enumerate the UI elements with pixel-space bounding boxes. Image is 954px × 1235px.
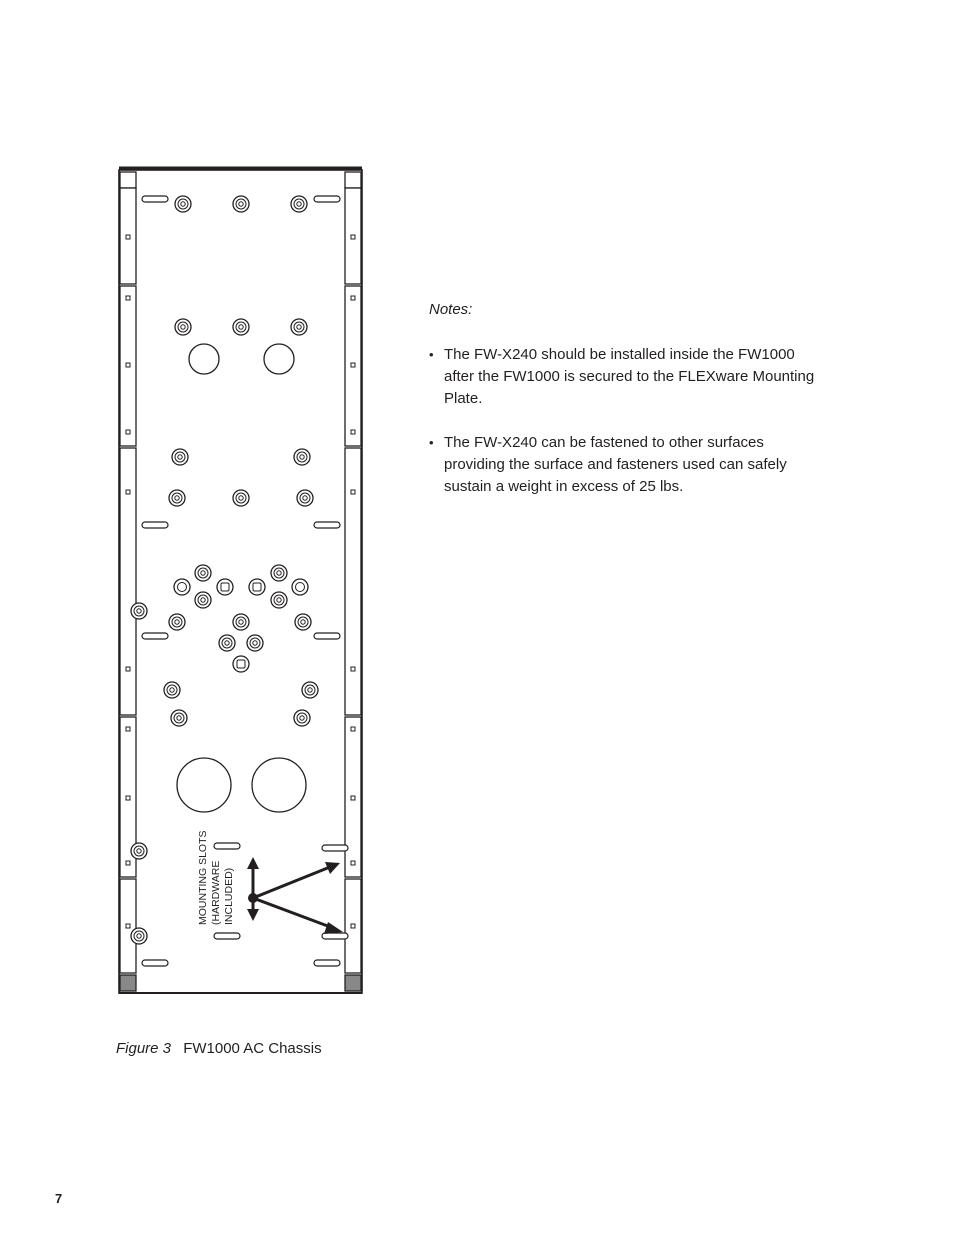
callout-line-1: MOUNTING SLOTS: [197, 830, 209, 925]
right-rail: [345, 172, 361, 991]
notes-list: [429, 344, 819, 498]
page-number: 7: [55, 1191, 63, 1206]
note-text: The FW-X240 should be installed inside the FW1000 after the FW1000 is secured to the FLEXware Mounting Plate.: [444, 346, 815, 407]
figure-caption: [116, 1040, 322, 1057]
callout-line-3: INCLUDED): [223, 867, 235, 925]
chassis-diagram: [112, 160, 368, 1000]
note-text: The FW-X240 can be fastened to other surfaces providing the surface and fasteners used can safely sustain a weight in excess of 25 lbs.: [444, 434, 787, 495]
figure-title: FW1000 AC Chassis: [183, 1040, 322, 1057]
notes-section: [429, 299, 819, 520]
note-item: [429, 432, 819, 498]
left-rail: [120, 172, 136, 991]
figure-label: Figure 3: [116, 1040, 172, 1057]
bullet: •: [429, 435, 434, 450]
notes-title: Notes:: [429, 301, 473, 318]
bullet: •: [429, 347, 434, 362]
note-item: [429, 344, 819, 410]
callout-line-2: (HARDWARE: [210, 860, 222, 925]
